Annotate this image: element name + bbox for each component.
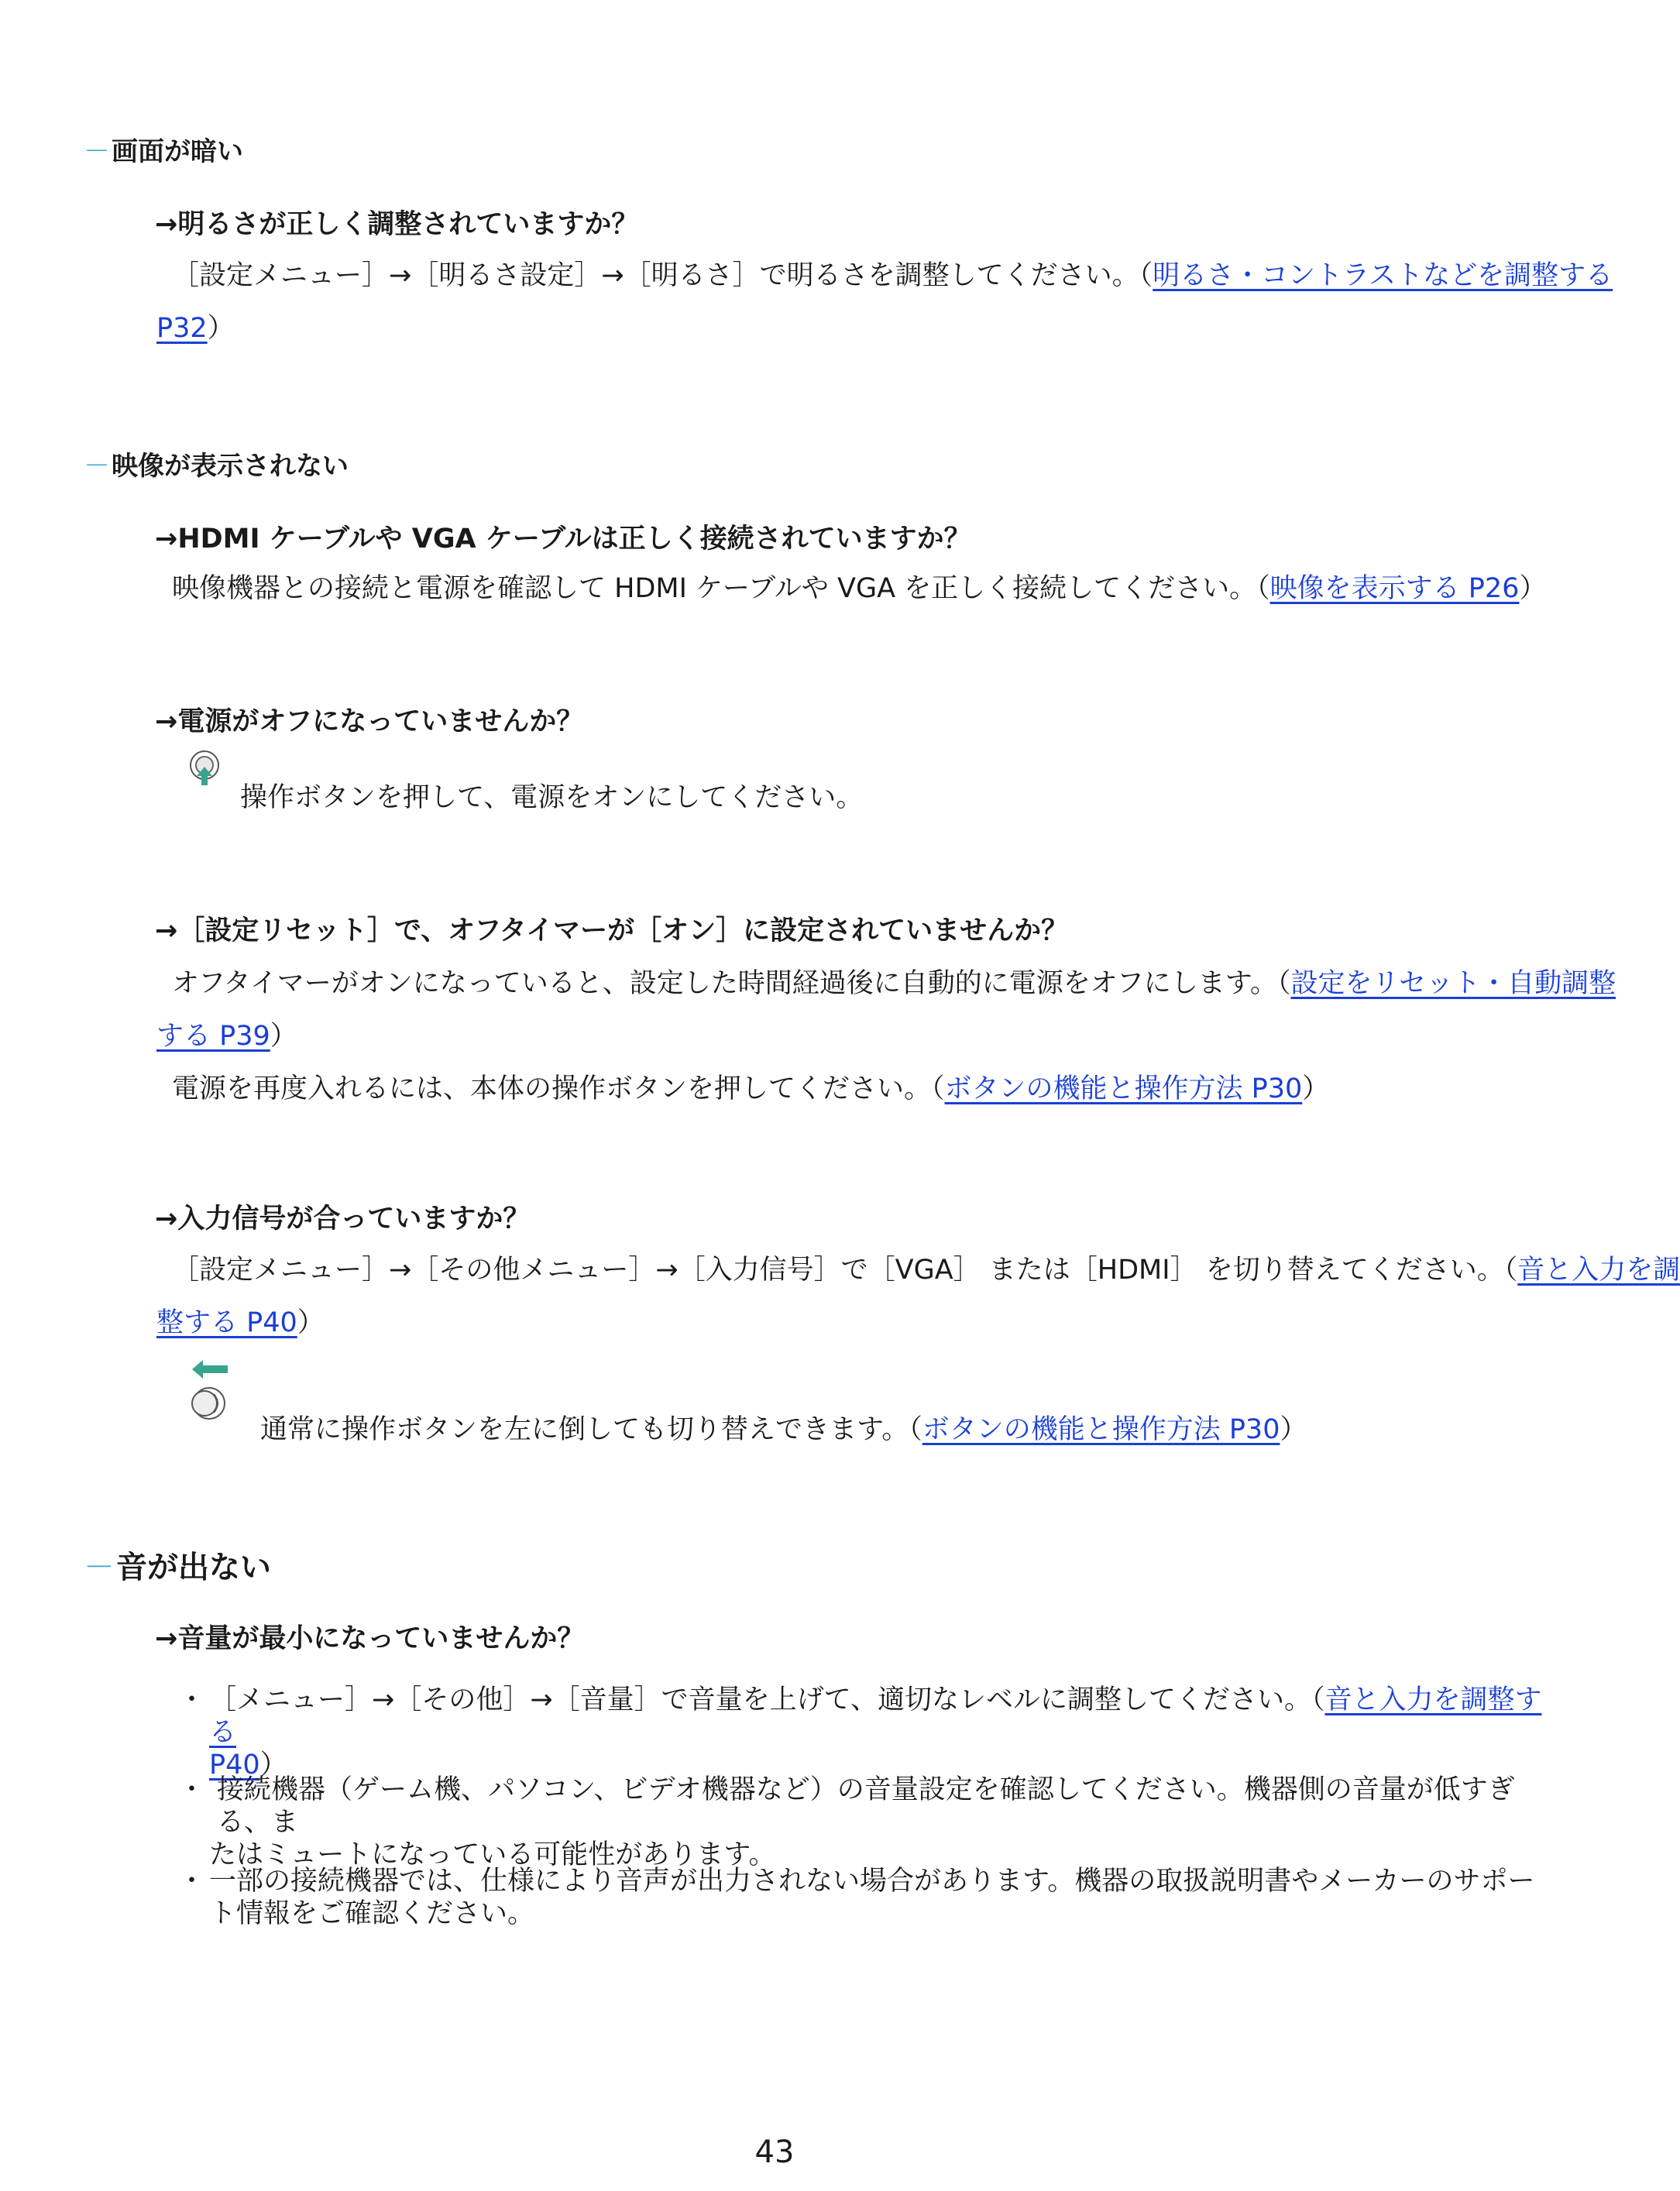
button-tilt-left-icon	[183, 1358, 237, 1425]
question-volume: →音量が最小になっていませんか？	[155, 1623, 585, 1654]
button-press-icon	[186, 750, 225, 793]
list-item: ・ ［メニュー］→［その他］→［音量］で音量を上げて、適切なレベルに調整してください。（音と入力を調整する P40）	[178, 1684, 1542, 1781]
page-number: 43	[754, 2134, 795, 2170]
answer-off-timer: オフタイマーがオンになっていると、設定した時間経過後に自動的に電源をオフにします。（設定をリセット・自動調整	[172, 968, 1616, 999]
section-dash: －	[84, 136, 110, 167]
link-p40-b[interactable]: P40	[209, 1750, 260, 1781]
section-title-no-sound: －音が出ない	[84, 1550, 271, 1585]
link-p39[interactable]: する P39	[156, 1021, 270, 1052]
link-p40[interactable]: 整する P40	[156, 1307, 297, 1338]
section-dash: －	[84, 451, 110, 482]
question-power-off: →電源がオフになっていませんか？	[155, 706, 584, 737]
answer-brightness: ［設定メニュー］→［明るさ設定］→［明るさ］で明るさを調整してください。（明るさ・コントラストなどを調整する	[172, 260, 1613, 291]
answer-power-on: 電源を再度入れるには、本体の操作ボタンを押してください。（ボタンの機能と操作方法 P30）	[172, 1073, 1330, 1104]
link-button-functions-p30-b[interactable]: ボタンの機能と操作方法 P30	[922, 1414, 1280, 1445]
question-off-timer: →［設定リセット］で、オフタイマーが［オン］に設定されていませんか？	[155, 915, 1069, 946]
link-p32[interactable]: P32	[156, 313, 208, 344]
answer-cable: 映像機器との接続と電源を確認して HDMI ケーブルや VGA を正しく接続してください。（映像を表示する P26）	[172, 573, 1547, 604]
link-display-video-p26[interactable]: 映像を表示する P26	[1269, 573, 1520, 604]
section-dash: －	[84, 1550, 115, 1585]
question-input-signal: →入力信号が合っていますか？	[155, 1204, 531, 1235]
answer-brightness-cont: P32）	[156, 313, 235, 344]
question-brightness: →明るさが正しく調整されていますか？	[155, 209, 639, 240]
link-sound-input-adjust[interactable]: 音と入力を調整する	[209, 1684, 1542, 1748]
answer-input-signal: ［設定メニュー］→［その他メニュー］→［入力信号］で［VGA］ または［HDMI］ を切り替えてください。（音と入力を調	[172, 1255, 1680, 1286]
list-item: ・ 一部の接続機器では、仕様により音声が出力されない場合があります。機器の取扱説明書やメーカーのサポー ト情報をご確認ください。	[178, 1866, 1535, 1929]
answer-tilt-switch: 通常に操作ボタンを左に倒しても切り替えできます。（ボタンの機能と操作方法 P30）	[260, 1414, 1307, 1445]
answer-power-off: 操作ボタンを押して、電源をオンにしてください。	[240, 782, 864, 813]
list-item: ・ 接続機器（ゲーム機、パソコン、ビデオ機器など）の音量設定を確認してください。機器側の音量が低すぎる、ま たはミュートになっている可能性があります。	[178, 1774, 1515, 1870]
section-title-no-video: －映像が表示されない	[84, 451, 349, 482]
question-cable: →HDMI ケーブルや VGA ケーブルは正しく接続されていますか？	[155, 524, 971, 555]
answer-off-timer-cont: する P39）	[156, 1021, 297, 1052]
answer-input-signal-cont: 整する P40）	[156, 1307, 325, 1338]
link-brightness-contrast[interactable]: 明るさ・コントラストなどを調整する	[1153, 260, 1613, 291]
link-reset-auto-adjust[interactable]: 設定をリセット・自動調整	[1290, 968, 1616, 999]
link-sound-input[interactable]: 音と入力を調	[1517, 1255, 1680, 1286]
section-title-dark-screen: －画面が暗い	[84, 136, 243, 167]
link-button-functions-p30[interactable]: ボタンの機能と操作方法 P30	[944, 1073, 1303, 1104]
